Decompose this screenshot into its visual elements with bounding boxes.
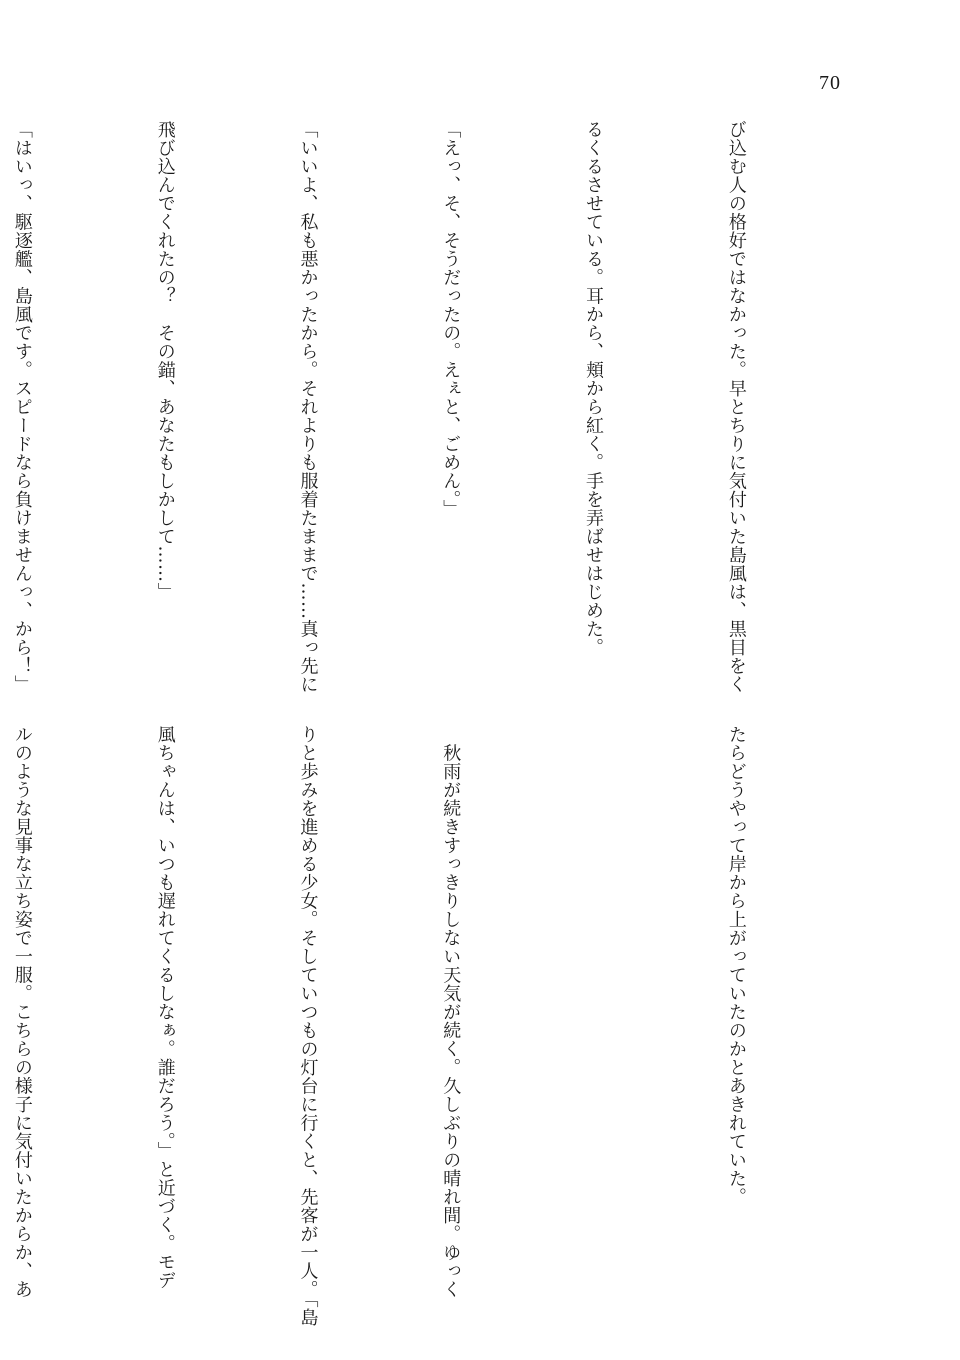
text-line: たらどうやって岸から上がっていたのかとあきれていた。: [725, 725, 747, 1206]
text-line: 飛び込んでくれたの？ その錨、あなたもしかして……」: [154, 120, 176, 601]
text-line: 「いいよ、私も悪かったから。それよりも服着たままで……真っ先に: [297, 120, 319, 694]
text-line: [569, 725, 617, 1285]
page-number: 70: [819, 72, 841, 94]
text-line: 秋雨が続きすっきりしない天気が続く。久しぶりの晴れ間。ゆっく: [440, 725, 462, 1299]
text-line: 風ちゃんは、いつも遅れてくるしなぁ。誰だろう。」と近づく。モデ: [154, 725, 176, 1290]
text-line: ルのような見事な立ち姿で一服。こちらの様子に気付いたからか、あ: [11, 725, 33, 1299]
text-line: るくるさせている。耳から、頬から紅く。手を弄ばせはじめた。: [583, 120, 605, 657]
upper-text-block: [11, 120, 855, 694]
text-line: び込む人の格好ではなかった。早とちりに気付いた島風は、黒目をく: [725, 120, 747, 694]
text-line: 「えっ、そ、そうだったの。えぇと、ごめん。」: [440, 120, 462, 518]
text-line: 「はいっ、駆逐艦、島風です。スピードなら負けませんっ、から！」: [11, 120, 33, 694]
lower-text-block: [11, 725, 855, 1327]
text-line: りと歩みを進める少女。そしていつもの灯台に行くと、先客が一人。「島: [297, 725, 319, 1327]
